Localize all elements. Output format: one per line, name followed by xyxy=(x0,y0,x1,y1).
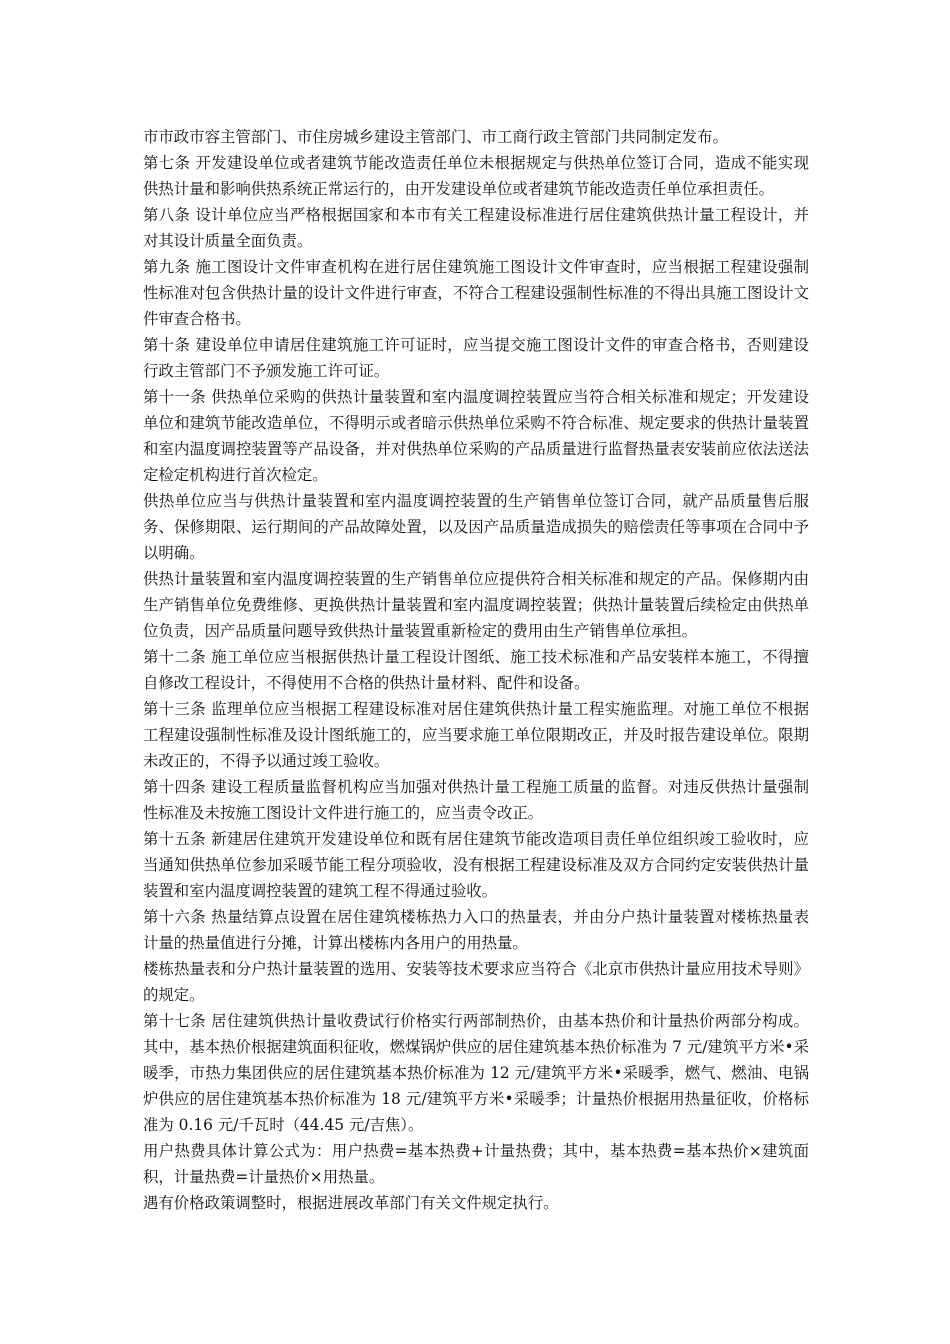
article-14: 第十四条 建设工程质量监督机构应当加强对供热计量工程施工质量的监督。对违反供热计量强制性标准及未按施工图设计文件进行施工的，应当责令改正。 xyxy=(143,778,809,822)
document-body xyxy=(143,124,809,1216)
article-8: 第八条 设计单位应当严格根据国家和本市有关工程建设标准进行居住建筑供热计量工程设计，并对其设计质量全面负责。 xyxy=(143,206,809,250)
article-17-paragraph-2: 用户热费具体计算公式为：用户热费=基本热费+计量热费；其中，基本热费=基本热价×建筑面积，计量热费=计量热价×用热量。 xyxy=(143,1142,809,1186)
article-16: 第十六条 热量结算点设置在居住建筑楼栋热力入口的热量表，并由分户热计量装置对楼栋热量表计量的热量值进行分摊，计算出楼栋内各用户的用热量。 xyxy=(143,908,809,952)
article-16-paragraph-2: 楼栋热量表和分户热计量装置的选用、安装等技术要求应当符合《北京市供热计量应用技术导则》的规定。 xyxy=(143,960,809,1004)
article-9: 第九条 施工图设计文件审查机构在进行居住建筑施工图设计文件审查时，应当根据工程建设强制性标准对包含供热计量的设计文件进行审查，不符合工程建设强制性标准的不得出具施工图设计文件审查合格书。 xyxy=(143,258,809,328)
article-13: 第十三条 监理单位应当根据工程建设标准对居住建筑供热计量工程实施监理。对施工单位不根据工程建设强制性标准及设计图纸施工的，应当要求施工单位限期改正，并及时报告建设单位。限期未改正的，不得予以通过竣工验收。 xyxy=(143,700,809,770)
article-10: 第十条 建设单位申请居住建筑施工许可证时，应当提交施工图设计文件的审查合格书，否则建设行政主管部门不予颁发施工许可证。 xyxy=(143,336,809,380)
article-12: 第十二条 施工单位应当根据供热计量工程设计图纸、施工技术标准和产品安装样本施工，不得擅自修改工程设计，不得使用不合格的供热计量材料、配件和设备。 xyxy=(143,648,809,692)
article-11: 第十一条 供热单位采购的供热计量装置和室内温度调控装置应当符合相关标准和规定；开发建设单位和建筑节能改造单位，不得明示或者暗示供热单位采购不符合标准、规定要求的供热计量装置和室内温度调控装置等产品设备，并对供热单位采购的产品质量进行监督热量表安装前应依法送法定检定机构进行首次检定。 xyxy=(143,388,809,484)
article-11-paragraph-2: 供热单位应当与供热计量装置和室内温度调控装置的生产销售单位签订合同，就产品质量售后服务、保修期限、运行期间的产品故障处置，以及因产品质量造成损失的赔偿责任等事项在合同中予以明确。 xyxy=(143,492,809,562)
article-17: 第十七条 居住建筑供热计量收费试行价格实行两部制热价，由基本热价和计量热价两部分构成。其中，基本热价根据建筑面积征收，燃煤锅炉供应的居住建筑基本热价标准为 7 元/建筑平方米•采暖季，市热力集团供应的居住建筑基本热价标准为 12 元/建筑平方米•采暖季，燃气、燃油、电锅炉供应的居住建筑基本热价标准为 18 元/建筑平方米•采暖季；计量热价根据用热量征收，价格标准为 0.16 元/千瓦时（44.45 元/吉焦）。 xyxy=(143,1012,809,1134)
article-17-paragraph-3: 遇有价格政策调整时，根据进展改革部门有关文件规定执行。 xyxy=(143,1194,559,1212)
article-7: 第七条 开发建设单位或者建筑节能改造责任单位未根据规定与供热单位签订合同，造成不能实现供热计量和影响供热系统正常运行的，由开发建设单位或者建筑节能改造责任单位承担责任。 xyxy=(143,154,809,198)
article-11-paragraph-3: 供热计量装置和室内温度调控装置的生产销售单位应提供符合相关标准和规定的产品。保修期内由生产销售单位免费维修、更换供热计量装置和室内温度调控装置；供热计量装置后续检定由供热单位负责，因产品质量问题导致供热计量装置重新检定的费用由生产销售单位承担。 xyxy=(143,570,809,640)
article-15: 第十五条 新建居住建筑开发建设单位和既有居住建筑节能改造项目责任单位组织竣工验收时，应当通知供热单位参加采暖节能工程分项验收，没有根据工程建设标准及双方合同约定安装供热计量装置和室内温度调控装置的建筑工程不得通过验收。 xyxy=(143,830,809,900)
paragraph-continuation: 市市政市容主管部门、市住房城乡建设主管部门、市工商行政主管部门共同制定发布。 xyxy=(143,128,728,146)
